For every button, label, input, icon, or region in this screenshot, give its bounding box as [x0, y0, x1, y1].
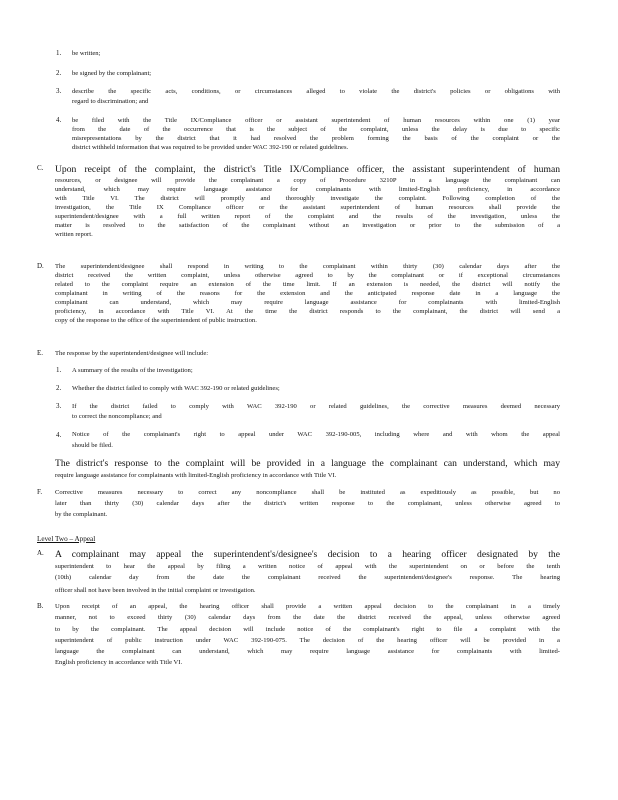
text-line: investigation, the Title IX Compliance officer or the assistant superintendent of human resources shall provide the	[55, 204, 560, 211]
list-marker: B.	[37, 602, 44, 610]
list-marker: 1.	[56, 366, 62, 374]
text-line: Notice of the complainant's right to appeal under WAC 392-190-005, including where and with whom the appeal	[72, 431, 560, 438]
text-line: district withheld information that was required to be provided under WAC 392-190 or related guidelines.	[72, 144, 349, 151]
text-line: copy of the response to the office of the superintendent of public instruction.	[55, 317, 257, 324]
list-marker: F.	[37, 488, 43, 496]
text-line: (10th) calendar day from the date the complainant received the superintendent/designee's response. The hearing	[55, 574, 560, 581]
text-line: A complainant may appeal the superintendent's/designee's decision to a hearing officer designated by the	[55, 549, 560, 560]
text-line: Whether the district failed to comply with WAC 392-190 or related guidelines;	[72, 385, 280, 392]
text-line: be filed with the Title IX/Compliance officer or assistant superintendent of human resources within one (1) year	[72, 117, 560, 124]
text-line: complainant in writing of the reasons for the extension and the anticipated response date in a language the	[55, 290, 560, 297]
text-line: be written;	[72, 50, 101, 57]
text-line: with Title VI. The district will promptly and thoroughly investigate the complaint. Following completion of the	[55, 195, 560, 202]
text-line: related to the complaint require an extension of the time limit. If an extension is needed, the district will notify the	[55, 281, 560, 288]
list-marker: A.	[37, 549, 44, 557]
text-line: If the district failed to comply with WAC 392-190 or related guidelines, the corrective measures deemed necessary	[72, 403, 560, 410]
text-line: should be filed.	[72, 442, 113, 449]
text-line: officer shall not have been involved in the initial complaint or investigation.	[55, 587, 256, 594]
text-line: to by the complainant. The appeal decision will include notice of the complainant's right to file a complaint with the	[55, 626, 560, 633]
text-line: proficiency, in accordance with Title VI. At the time the district responds to the complainant, the district will send a	[55, 308, 560, 315]
text-line: The district's response to the complaint will be provided in a language the complainant can understand, which may	[55, 458, 560, 469]
text-line: resources, or designee will provide the complainant a copy of Procedure 3210P in a language the complainant can	[55, 177, 560, 184]
text-line: Corrective measures necessary to correct any noncompliance shall be instituted as expeditiously as possible, but no	[55, 489, 560, 496]
list-marker: 3.	[56, 87, 62, 95]
text-line: regard to discrimination; and	[72, 98, 149, 105]
text-line: understand, which may require language assistance for complainants with limited-English proficiency, in accordance	[55, 186, 560, 193]
text-line: superintendent/designee with a full written report of the complaint and the results of the investigation, unless the	[55, 213, 560, 220]
text-line: Upon receipt of an appeal, the hearing officer shall provide a written appeal decision to the complainant in a timely	[55, 603, 560, 610]
list-marker: 1.	[56, 49, 62, 57]
list-marker: C.	[37, 164, 44, 172]
text-line: district received the written complaint, unless otherwise agreed to by the complainant or if exceptional circumstances	[55, 272, 560, 279]
section-heading: Level Two – Appeal	[37, 535, 96, 543]
text-line: complainant can understand, which may require language assistance for complainants with limited-English	[55, 299, 560, 306]
text-line: language the complainant can understand, which may require language assistance for complainants with limited-	[55, 648, 560, 655]
text-line: superintendent to hear the appeal by filing a written notice of appeal with the superintendent on or before the tenth	[55, 563, 560, 570]
text-line: describe the specific acts, conditions, or circumstances alleged to violate the district's policies or obligations with	[72, 88, 560, 95]
list-marker: E.	[37, 349, 44, 357]
text-line: A summary of the results of the investigation;	[72, 367, 193, 374]
text-line: written report.	[55, 231, 93, 238]
list-marker: 3.	[56, 402, 62, 410]
text-line: Upon receipt of the complaint, the district's Title IX/Compliance officer, the assistant superintendent of human	[55, 164, 560, 175]
text-line: require language assistance for complainants with limited-English proficiency in accordance with Title VI.	[55, 472, 337, 479]
text-line: later than thirty (30) calendar days after the district's written response to the complainant, unless otherwise agreed to	[55, 500, 560, 507]
text-line: matter is resolved to the satisfaction of the complainant without an investigation or prior to the submission of a	[55, 222, 560, 229]
text-line: The response by the superintendent/designee will include:	[55, 350, 209, 357]
text-line: misrepresentations by the district that it had resolved the problem forming the basis of the complaint or the	[72, 135, 560, 142]
text-line: manner, not to exceed thirty (30) calendar days from the date the district received the appeal, unless otherwise agreed	[55, 614, 560, 621]
text-line: to correct the noncompliance; and	[72, 413, 162, 420]
text-line: English proficiency in accordance with Title VI.	[55, 659, 183, 666]
text-line: from the date of the occurrence that is the subject of the complaint, unless the delay is due to specific	[72, 126, 560, 133]
list-marker: 2.	[56, 384, 62, 392]
list-marker: 4.	[56, 431, 62, 439]
list-marker: 4.	[56, 116, 62, 124]
text-line: by the complainant.	[55, 511, 108, 518]
text-line: be signed by the complainant;	[72, 70, 152, 77]
text-line: The superintendent/designee shall respond in writing to the complainant within thirty (30) calendar days after the	[55, 263, 560, 270]
list-marker: D.	[37, 262, 44, 270]
list-marker: 2.	[56, 69, 62, 77]
text-line: superintendent of public instruction under WAC 392-190-075. The decision of the hearing officer will be provided in a	[55, 637, 560, 644]
